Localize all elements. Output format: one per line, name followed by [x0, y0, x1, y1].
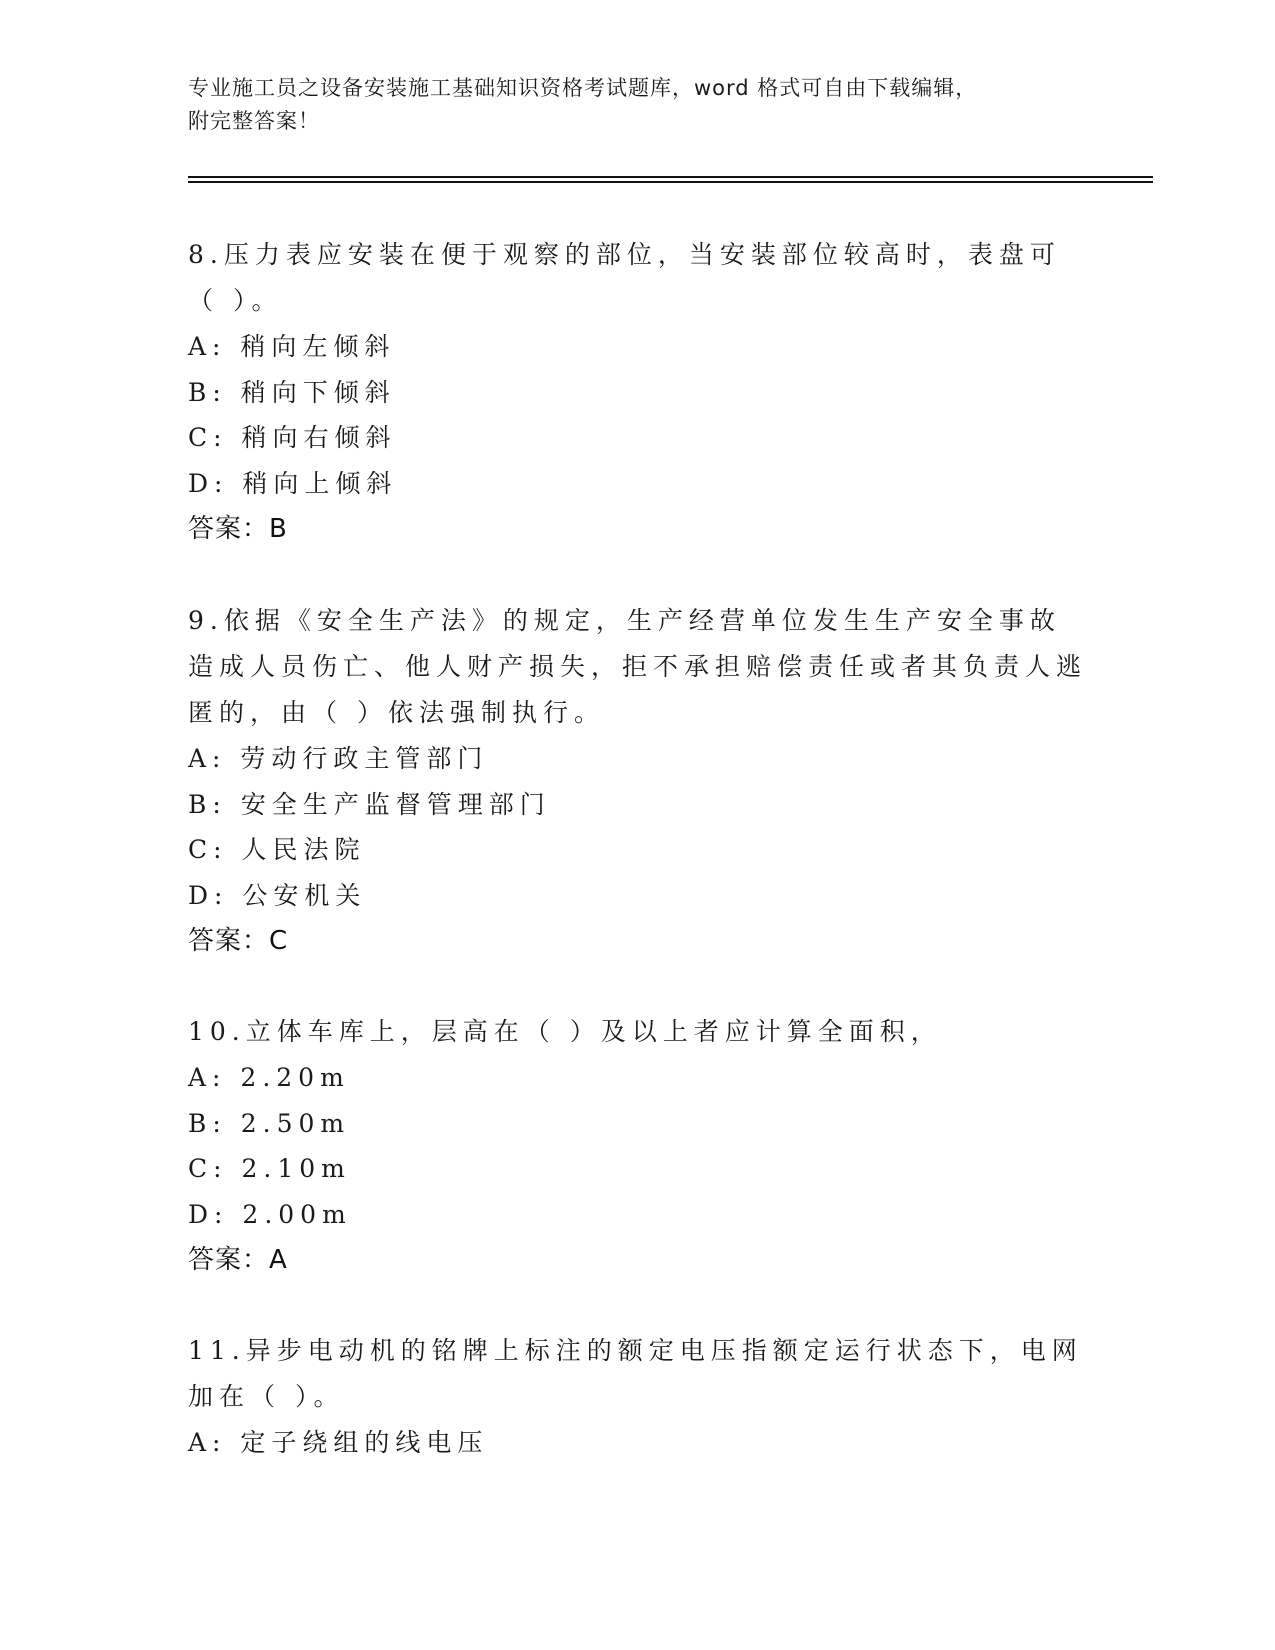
answer-line: 答案：C: [188, 926, 289, 956]
option-b: B: 稍向下倾斜: [188, 377, 396, 407]
option-d: D: 公安机关: [188, 880, 367, 910]
question-9: [188, 598, 1088, 964]
option-c: C: 稍向右倾斜: [188, 423, 397, 452]
header-line-2: 附完整答案！: [188, 109, 320, 133]
question-10: [188, 1009, 1088, 1283]
option-c: C: 2.10m: [188, 1154, 351, 1183]
option-a: A: 劳动行政主管部门: [188, 744, 489, 773]
answer-line: 答案：B: [188, 514, 288, 544]
header-divider-top: [188, 176, 1153, 178]
option-b: B: 安全生产监督管理部门: [188, 789, 551, 819]
question-stem: 11.异步电动机的铭牌上标注的额定电压指额定运行状态下，电网加在（ ）。: [188, 1336, 1083, 1411]
question-11: [188, 1328, 1088, 1466]
header-line-1: 专业施工员之设备安装施工基础知识资格考试题库，word 格式可自由下载编辑，: [188, 76, 978, 100]
question-stem: 8.压力表应安装在便于观察的部位，当安装部位较高时，表盘可（ ）。: [188, 240, 1061, 315]
option-d: D: 2.00m: [188, 1199, 352, 1229]
document-header: [188, 72, 1088, 138]
option-a: A: 稍向左倾斜: [188, 332, 396, 361]
option-c: C: 人民法院: [188, 835, 366, 864]
answer-line: 答案：A: [188, 1245, 288, 1275]
question-8: [188, 232, 1088, 552]
option-a: A: 2.20m: [188, 1063, 350, 1092]
option-a: A: 定子绕组的线电压: [188, 1428, 489, 1457]
question-stem: 9.依据《安全生产法》的规定，生产经营单位发生生产安全事故造成人员伤亡、他人财产损失，拒不承担赔偿责任或者其负责人逃匿的，由（ ）依法强制执行。: [188, 606, 1088, 727]
option-b: B: 2.50m: [188, 1108, 351, 1138]
question-stem: 10.立体车库上，层高在（ ）及以上者应计算全面积，: [188, 1017, 942, 1046]
header-divider-bottom: [188, 181, 1153, 183]
option-d: D: 稍向上倾斜: [188, 468, 398, 498]
